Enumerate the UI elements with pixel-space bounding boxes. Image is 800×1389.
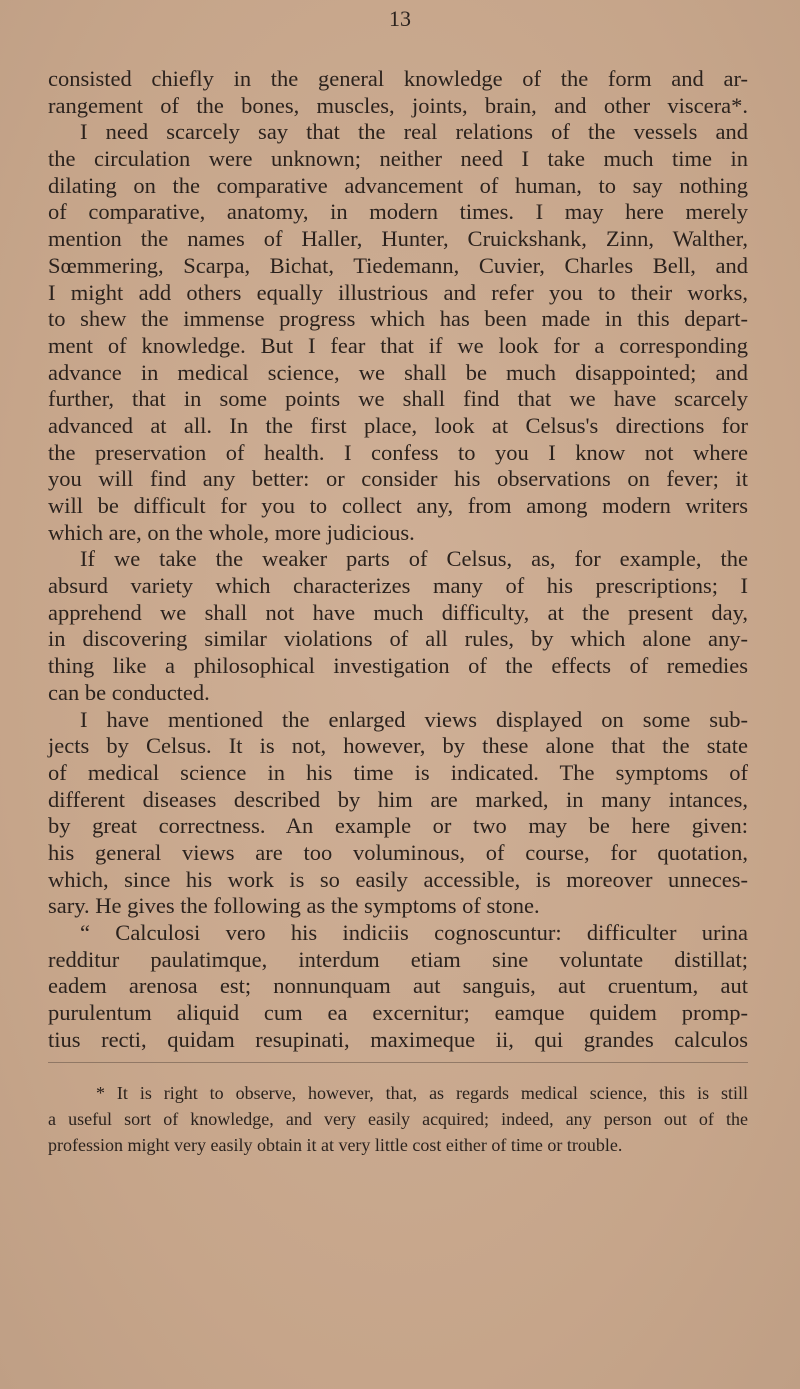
text-line: thing like a philosophical investigation of the effects of remedies [48, 653, 748, 679]
text-line: advance in medical science, we shall be much disappointed; and [48, 359, 748, 385]
text-line: by great correctness. An example or two may be here given: [48, 813, 748, 839]
text-line: I need scarcely say that the real relations of the vessels and [80, 119, 748, 145]
text-line: Sœmmering, Scarpa, Bichat, Tiedemann, Cuvier, Charles Bell, and [48, 252, 748, 278]
body-text [48, 66, 748, 1053]
text-line: purulentum aliquid cum ea excernitur; eamque quidem promp- [48, 1000, 748, 1026]
text-line: apprehend we shall not have much difficulty, at the present day, [48, 599, 748, 625]
text-line: If we take the weaker parts of Celsus, as, for example, the [80, 546, 748, 572]
footnote [48, 1080, 748, 1158]
text-line: you will find any better: or consider his observations on fever; it [48, 466, 748, 492]
text-line: ment of knowledge. But I fear that if we look for a corresponding [48, 332, 748, 358]
text-line: which, since his work is so easily accessible, is moreover unneces- [48, 866, 748, 892]
text-line: advanced at all. In the first place, look at Celsus's directions for [48, 412, 748, 438]
text-line: further, that in some points we shall find that we have scarcely [48, 386, 748, 412]
text-line: “ Calculosi vero his indiciis cognoscuntur: difficulter urina [80, 920, 748, 945]
text-line: the preservation of health. I confess to you I know not where [48, 439, 748, 465]
text-line: jects by Celsus. It is not, however, by these alone that the state [48, 733, 748, 759]
footnote-line: profession might very easily obtain it at very little cost either of time or trouble. [48, 1135, 623, 1155]
text-line: which are, on the whole, more judicious. [48, 519, 415, 545]
text-line: his general views are too voluminous, of course, for quotation, [48, 839, 748, 865]
text-line: tius recti, quidam resupinati, maximeque ii, qui grandes calculos [48, 1026, 748, 1052]
text-line: dilating on the comparative advancement of human, to say nothing [48, 172, 748, 198]
text-line: can be conducted. [48, 679, 210, 705]
text-line: I might add others equally illustrious and refer you to their works, [48, 279, 748, 305]
text-line: rangement of the bones, muscles, joints, brain, and other viscera*. [48, 92, 748, 118]
text-line: redditur paulatimque, interdum etiam sine voluntate distillat; [48, 946, 748, 972]
footnote-line: * It is right to observe, however, that, as regards medical science, this is still [96, 1083, 748, 1103]
text-line: eadem arenosa est; nonnunquam aut sanguis, aut cruentum, aut [48, 973, 748, 999]
text-line: of medical science in his time is indicated. The symptoms of [48, 759, 748, 785]
text-line: mention the names of Haller, Hunter, Cruickshank, Zinn, Walther, [48, 226, 748, 252]
text-line: absurd variety which characterizes many of his prescriptions; I [48, 573, 748, 599]
footnote-line: a useful sort of knowledge, and very easily acquired; indeed, any person out of the [48, 1109, 748, 1129]
text-line: the circulation were unknown; neither need I take much time in [48, 146, 748, 172]
text-line: of comparative, anatomy, in modern times. I may here merely [48, 199, 748, 225]
text-line: to shew the immense progress which has been made in this depart- [48, 306, 748, 332]
text-line: consisted chiefly in the general knowledge of the form and ar- [48, 66, 748, 91]
footnote-divider [48, 1062, 748, 1063]
text-line: will be difficult for you to collect any, from among modern writers [48, 493, 748, 518]
text-line: sary. He gives the following as the symptoms of stone. [48, 893, 540, 919]
text-line: different diseases described by him are marked, in many intances, [48, 786, 748, 812]
text-line: in discovering similar violations of all rules, by which alone any- [48, 626, 748, 652]
text-line: I have mentioned the enlarged views displayed on some sub- [80, 706, 748, 732]
page-number: 13 [389, 6, 411, 31]
